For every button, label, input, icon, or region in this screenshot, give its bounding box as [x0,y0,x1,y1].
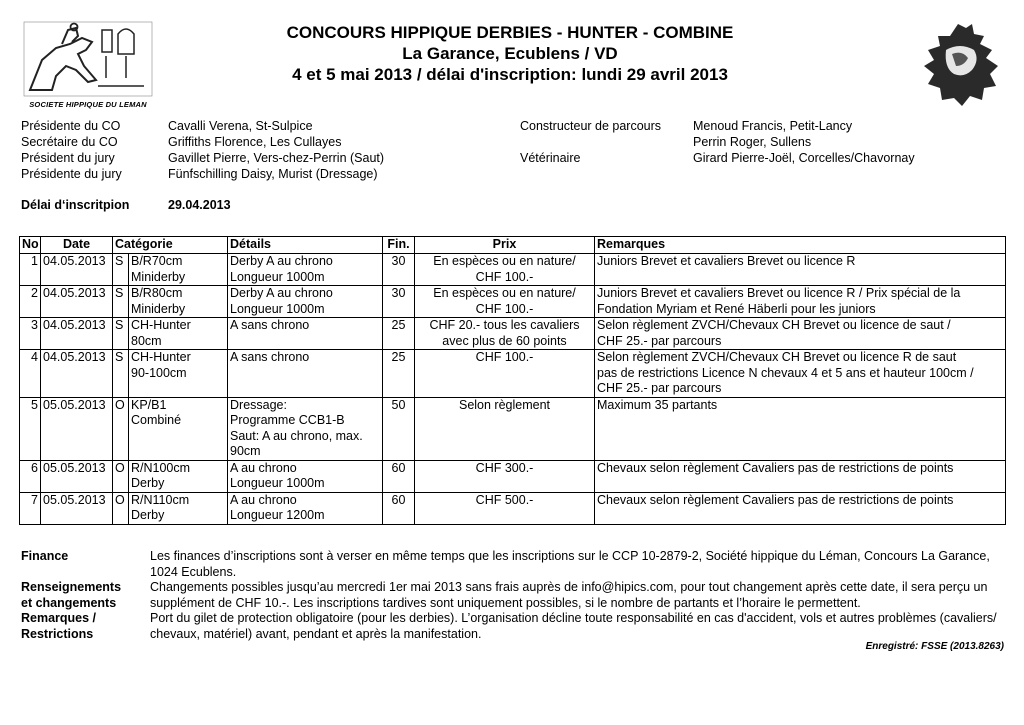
footer-label [21,549,150,580]
cell-remarks-line: CHF 25.- par parcours [597,381,722,395]
cell-details [228,397,383,460]
cell-prize-line: Selon règlement [458,397,551,412]
cell-fin: 25 [383,318,415,350]
footer-label [21,611,150,642]
cell-category-line: R/N110cm [131,492,190,507]
table-row [20,492,1006,524]
cell-no: 1 [20,254,41,286]
official-role: Vétérinaire [520,151,581,165]
cell-category [129,350,228,398]
club-logo-caption: SOCIETE HIPPIQUE DU LEMAN [29,100,147,109]
table-body [20,254,1006,525]
cell-date: 05.05.2013 [41,492,113,524]
table-header-row [20,237,1006,254]
cell-type: O [113,397,129,460]
cell-type: S [113,350,129,398]
cell-no: 2 [20,286,41,318]
footer-info [21,549,1005,642]
document-header [180,22,840,86]
cell-details-line: 90cm [230,444,261,458]
header-category: Catégorie [113,237,228,254]
cell-type: O [113,492,129,524]
cell-category [129,460,228,492]
header-no: No [20,237,41,254]
cell-remarks-line: CHF 25.- par parcours [597,333,722,348]
cell-category-line: R/N100cm [131,460,191,475]
header-date: Date [41,237,113,254]
cell-date: 04.05.2013 [41,286,113,318]
classes-table [19,236,1006,525]
official-role [520,134,693,150]
cell-prize [415,286,595,318]
official-role: Président du jury [21,151,115,165]
cell-remarks [595,318,1006,350]
cell-remarks [595,460,1006,492]
cell-prize-line: En espèces ou en nature/ [433,254,576,268]
event-location: La Garance, Ecublens / VD [402,44,618,63]
cell-details-line: Longueur 1000m [230,301,325,316]
cell-fin: 60 [383,492,415,524]
cell-category-line: KP/B1 [131,397,167,412]
header-fin: Fin. [383,237,415,254]
official-role: Présidente du jury [21,167,122,181]
official-row [21,118,915,134]
footer-text: Port du gilet de protection obligatoire (pour les derbies). L’organisation décline toute responsabilité en cas d'accident, vols et autres problèmes (cavaliers/ chevaux, matériel) avant, pendant et après la manifestation. [150,611,997,641]
cell-prize [415,492,595,524]
cell-prize-line: CHF 20.- tous les cavaliers [429,318,580,332]
table-row [20,254,1006,286]
registration-number: Enregistré: FSSE (2013.8263) [865,641,1004,652]
official-name: Menoud Francis, Petit-Lancy [693,119,853,133]
cell-details [228,286,383,318]
cell-fin: 30 [383,286,415,318]
cell-prize-line: CHF 100.- [475,269,534,284]
cell-date: 04.05.2013 [41,350,113,398]
cell-category-line: 80cm [131,333,162,348]
cell-remarks [595,254,1006,286]
header-details: Détails [228,237,383,254]
header-prize: Prix [415,237,595,254]
cell-prize [415,318,595,350]
cell-remarks [595,286,1006,318]
cell-category-line: CH-Hunter [131,318,191,332]
official-row [21,166,915,182]
cell-no: 6 [20,460,41,492]
cell-category [129,397,228,460]
cell-prize [415,350,595,398]
official-name: Perrin Roger, Sullens [693,135,812,149]
deadline-value: 29.04.2013 [168,198,231,212]
footer-label-line: et changements [21,595,117,610]
cell-remarks [595,397,1006,460]
cell-category-line: Combiné [131,413,182,427]
footer-text: Changements possibles jusqu’au mercredi 1er mai 2013 sans frais auprès de info@hipics.com, pour tout changement après cette date, il sera perçu un supplément de CHF 10.-. Les inscriptions tardives sont uniquement possibles, si le nombre de partants et l’horaire le permettent. [150,580,988,610]
cell-prize-line: CHF 300.- [475,460,534,475]
cell-remarks-line: Maximum 35 partants [597,397,718,412]
footer-label-line: Finance [21,549,69,563]
cell-prize-line: CHF 500.- [475,492,534,507]
cell-details-line: Longueur 1000m [230,269,325,284]
cell-category [129,492,228,524]
cell-category-line: B/R80cm [131,286,183,300]
cell-remarks [595,492,1006,524]
cell-prize [415,254,595,286]
cell-remarks-line: Selon règlement ZVCH/Chevaux CH Brevet ou licence R de saut [597,350,957,364]
cell-category-line: Derby [131,476,165,490]
event-dates: 4 et 5 mai 2013 / délai d'inscription: lundi 29 avril 2013 [292,65,728,84]
cell-category-line: Miniderby [131,269,186,284]
footer-text: Les finances d’inscriptions sont à verser en même temps que les inscriptions sur le CCP 10-2879-2, Société hippique du Léman, Concours La Garance, 1024 Ecublens. [150,549,990,579]
club-logo [22,20,154,112]
cell-no: 3 [20,318,41,350]
cell-details-line: A au chrono [230,492,297,507]
official-name: Gavillet Pierre, Vers-chez-Perrin (Saut) [168,151,385,165]
cell-no: 7 [20,492,41,524]
cell-prize-line: En espèces ou en nature/ [433,286,576,300]
cell-details-line: Longueur 1000m [230,476,325,490]
cell-fin: 50 [383,397,415,460]
cell-prize-line: CHF 100.- [475,301,534,316]
cell-remarks [595,350,1006,398]
official-row [21,134,915,150]
cell-type: S [113,318,129,350]
cell-category [129,318,228,350]
cell-category-line: 90-100cm [131,365,187,380]
table-row [20,286,1006,318]
cell-details-line: Longueur 1200m [230,508,325,522]
cell-details-line: Dressage: [230,397,287,412]
table-row [20,397,1006,460]
official-role: Présidente du CO [21,119,121,133]
official-name: Girard Pierre-Joël, Corcelles/Chavornay [693,151,915,165]
cell-details-line: A au chrono [230,460,297,475]
horse-rider-logo-icon [22,20,154,98]
cell-details-line: A sans chrono [230,318,310,332]
cell-details-line: Derby A au chrono [230,286,333,300]
footer-row [21,611,1005,642]
official-row [21,150,915,166]
cell-category-line: B/R70cm [131,254,183,268]
table-row [20,460,1006,492]
cell-remarks-line: Chevaux selon règlement Cavaliers pas de restrictions de points [597,460,954,475]
cell-remarks-line: Chevaux selon règlement Cavaliers pas de restrictions de points [597,492,954,507]
footer-row [21,580,1005,611]
cell-category-line: Derby [131,508,165,522]
cell-date: 05.05.2013 [41,460,113,492]
footer-label-line: Renseignements [21,580,122,594]
official-role: Secrétaire du CO [21,135,118,149]
footer-row [21,549,1005,580]
cell-category-line: Miniderby [131,301,186,316]
cell-details [228,492,383,524]
cell-fin: 30 [383,254,415,286]
header-remarks: Remarques [595,237,1006,254]
cell-remarks-line: Juniors Brevet et cavaliers Brevet ou licence R [597,254,856,268]
cell-details-line: Programme CCB1-B [230,413,345,427]
cell-prize-line: CHF 100.- [475,350,534,364]
footer-label-line: Remarques / [21,611,97,625]
cell-details [228,318,383,350]
table-row [20,318,1006,350]
official-name: Cavalli Verena, St-Sulpice [168,119,313,133]
cell-category-line: CH-Hunter [131,350,191,364]
cell-details-line: Saut: A au chrono, max. [230,428,363,443]
cell-type: S [113,254,129,286]
cell-prize-line: avec plus de 60 points [442,333,567,348]
footer-label-line: Restrictions [21,626,94,641]
cell-category [129,254,228,286]
cell-date: 04.05.2013 [41,318,113,350]
horse-emblem [920,20,1002,110]
registration-deadline [21,198,231,212]
cell-type: O [113,460,129,492]
cell-fin: 25 [383,350,415,398]
cell-no: 5 [20,397,41,460]
cell-details [228,460,383,492]
horse-emblem-icon [920,20,1002,110]
cell-date: 04.05.2013 [41,254,113,286]
event-title: CONCOURS HIPPIQUE DERBIES - HUNTER - COMBINE [286,23,734,42]
official-name: Fünfschilling Daisy, Murist (Dressage) [168,167,378,181]
cell-date: 05.05.2013 [41,397,113,460]
cell-remarks-line: Selon règlement ZVCH/Chevaux CH Brevet ou licence de saut / [597,318,951,332]
official-role [520,166,693,182]
cell-details [228,350,383,398]
cell-remarks-line: pas de restrictions Licence N chevaux 4 et 5 ans et hauteur 100cm / [597,365,974,380]
cell-remarks-line: Juniors Brevet et cavaliers Brevet ou licence R / Prix spécial de la [597,286,961,300]
cell-remarks-line: Fondation Myriam et René Häberli pour les juniors [597,301,876,316]
cell-prize [415,460,595,492]
cell-fin: 60 [383,460,415,492]
official-role: Constructeur de parcours [520,119,662,133]
cell-prize [415,397,595,460]
cell-no: 4 [20,350,41,398]
cell-type: S [113,286,129,318]
cell-details-line: Derby A au chrono [230,254,333,268]
officials-list [21,118,915,182]
cell-details-line: A sans chrono [230,350,310,364]
deadline-label: Délai d‘inscritpion [21,198,130,212]
cell-details [228,254,383,286]
official-name: Griffiths Florence, Les Cullayes [168,135,342,149]
table-row [20,350,1006,398]
footer-label [21,580,150,611]
cell-category [129,286,228,318]
